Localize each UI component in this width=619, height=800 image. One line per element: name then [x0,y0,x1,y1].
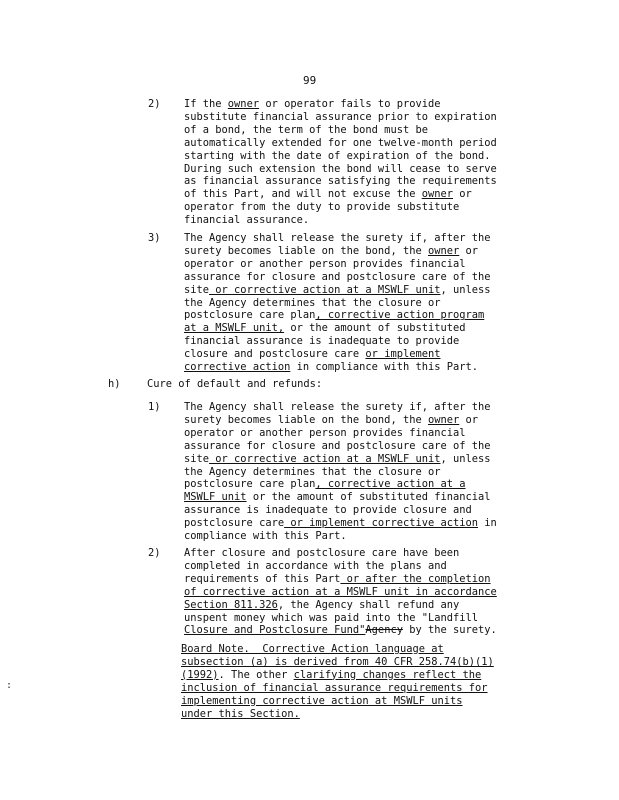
text-run: assurance is inadequate to provide closure and [184,504,472,517]
underlined-text: , corrective action program [315,309,485,322]
text-run: . The other [218,668,294,681]
text-run: substitute financial assurance prior to expiration [184,110,497,123]
text-line [184,401,497,414]
text-line [184,124,497,137]
text-line [184,624,497,637]
underlined-text: or implement [365,348,441,361]
underlined-text: Closure and Postclosure Fund" [184,624,366,637]
underlined-text: or corrective action at a MSWLF unit [209,452,441,465]
underlined-text: owner [421,188,453,201]
underlined-text: under this Section. [181,707,300,720]
text-run: site [184,283,210,296]
section-h-heading: Cure of default and refunds: [147,378,323,390]
item-3-marker: 3) [148,232,161,244]
text-run: assurance for closure and postclosure care of the [184,270,491,283]
text-line [184,453,497,466]
text-run: or [459,244,479,257]
underlined-text: of corrective action at a MSWLF unit in accordance [184,585,497,598]
text-line [184,466,497,479]
text-run: postclosure care [184,517,285,530]
underlined-text: owner [227,98,260,110]
text-line [184,530,497,543]
page-number: 99 [303,74,317,87]
text-run: surety becomes liable on the bond, the [184,413,428,426]
underlined-text: at a MSWLF unit, [184,322,285,335]
text-run: financial assurance is inadequate to provide [184,335,460,348]
text-line [184,478,497,491]
text-run: completed in accordance with the plans and [184,559,447,572]
underlined-text: or implement corrective action [284,517,479,530]
text-line [184,188,497,201]
text-run: closure and postclosure care [184,348,366,361]
text-line [184,297,491,310]
underlined-text: Section 811.326 [184,598,278,611]
text-run: The Agency shall release the surety if, after the [184,401,491,413]
text-line [184,491,497,504]
underlined-text: (1992) [181,668,219,681]
text-run: operator or another person provides financial [184,426,466,439]
text-run: The Agency shall release the surety if, after the [184,232,491,244]
text-line [184,214,497,227]
text-line [181,695,494,708]
text-line [184,361,491,374]
text-line [184,98,497,111]
text-line [184,201,497,214]
item-2-marker: 2) [148,98,161,110]
text-run: or [453,188,472,201]
underlined-text: owner [427,244,460,257]
text-run: or the amount of substituted [284,322,466,335]
text-run: starting with the date of expiration of the bond. [184,149,491,162]
text-run: requirements of this Part [184,572,341,585]
text-run: or operator fails to provide [259,98,441,110]
text-run: , unless [440,452,491,465]
text-line [181,656,494,669]
underlined-text: clarifying changes reflect the [293,668,482,681]
underlined-text: inclusion of financial assurance requirements for [181,681,488,694]
text-line [184,163,497,176]
underlined-text: Board Note. Corrective Action language at [181,643,444,655]
underlined-text: or corrective action at a MSWLF unit [209,283,441,296]
text-run: the Agency determines that the closure or [184,465,441,478]
underlined-text: MSWLF unit [184,491,247,504]
underlined-text: owner [427,413,460,426]
text-line [184,245,491,258]
text-run: automatically extended for one twelve-month period [184,136,497,149]
text-run: postclosure care plan [184,478,316,491]
text-run: compliance with this Part. [184,530,347,543]
section-h-marker: h) [108,378,121,390]
text-line [184,599,497,612]
text-line [184,573,497,586]
underlined-text: implementing corrective action at MSWLF units [181,694,463,707]
text-run: the Agency determines that the closure or [184,296,441,309]
struck-text: Agency [365,624,403,637]
item-h2-marker: 2) [148,547,161,559]
text-line [184,175,497,188]
text-line [181,682,494,695]
text-line [181,643,494,656]
text-run: as financial assurance satisfying the requirements [184,175,497,188]
text-run: , the Agency shall refund any [277,598,460,611]
text-run: of a bond, the term of the bond must be [184,123,428,136]
text-run: operator from the duty to provide substitute [184,201,460,214]
text-run: During such extension the bond will cease to serve [184,162,497,175]
text-line [184,232,491,245]
text-line [184,271,491,284]
text-run: of this Part, and will not excuse the [184,188,422,201]
text-line [184,111,497,124]
text-run: surety becomes liable on the bond, the [184,244,428,257]
item-3-text [184,232,491,374]
item-h2-text [184,547,497,637]
text-line [184,440,497,453]
text-line [184,348,491,361]
underlined-text: subsection (a) is derived from 40 CFR 258.74(b)(1) [181,655,494,668]
text-line [181,708,494,721]
text-line [184,547,497,560]
text-run: in [478,517,497,530]
text-line [181,669,494,682]
text-run: site [184,452,210,465]
text-run: postclosure care plan [184,309,316,322]
margin-mark: : [6,680,13,691]
underlined-text: corrective action [184,361,291,374]
board-note [181,643,494,720]
text-run: or the amount of substituted financial [246,491,491,504]
item-h1-marker: 1) [148,401,161,413]
text-line [184,414,497,427]
text-line [184,612,497,625]
text-line [184,586,497,599]
underlined-text: , corrective action at a [315,478,466,491]
text-line [184,517,497,530]
text-line [184,284,491,297]
text-line [184,504,497,517]
text-line [184,335,491,348]
text-run: unspent money which was paid into the "Landfill [184,611,479,624]
text-run: , unless [440,283,491,296]
text-run: operator or another person provides financial [184,257,466,270]
text-line [184,322,491,335]
text-run: If the [184,98,228,110]
text-run: assurance for closure and postclosure care of the [184,439,491,452]
text-line [184,137,497,150]
underlined-text: or after the completion [340,572,491,585]
text-run: in compliance with this Part. [290,361,479,374]
text-run: by the surety. [402,624,497,637]
text-line [184,560,497,573]
item-h1-text [184,401,497,543]
text-line [184,309,491,322]
text-line [184,427,497,440]
text-run: financial assurance. [184,214,310,227]
text-line [184,150,497,163]
text-run: After closure and postclosure care have been [184,547,460,559]
item-2-text [184,98,497,227]
text-run: or [459,413,479,426]
text-line [184,258,491,271]
